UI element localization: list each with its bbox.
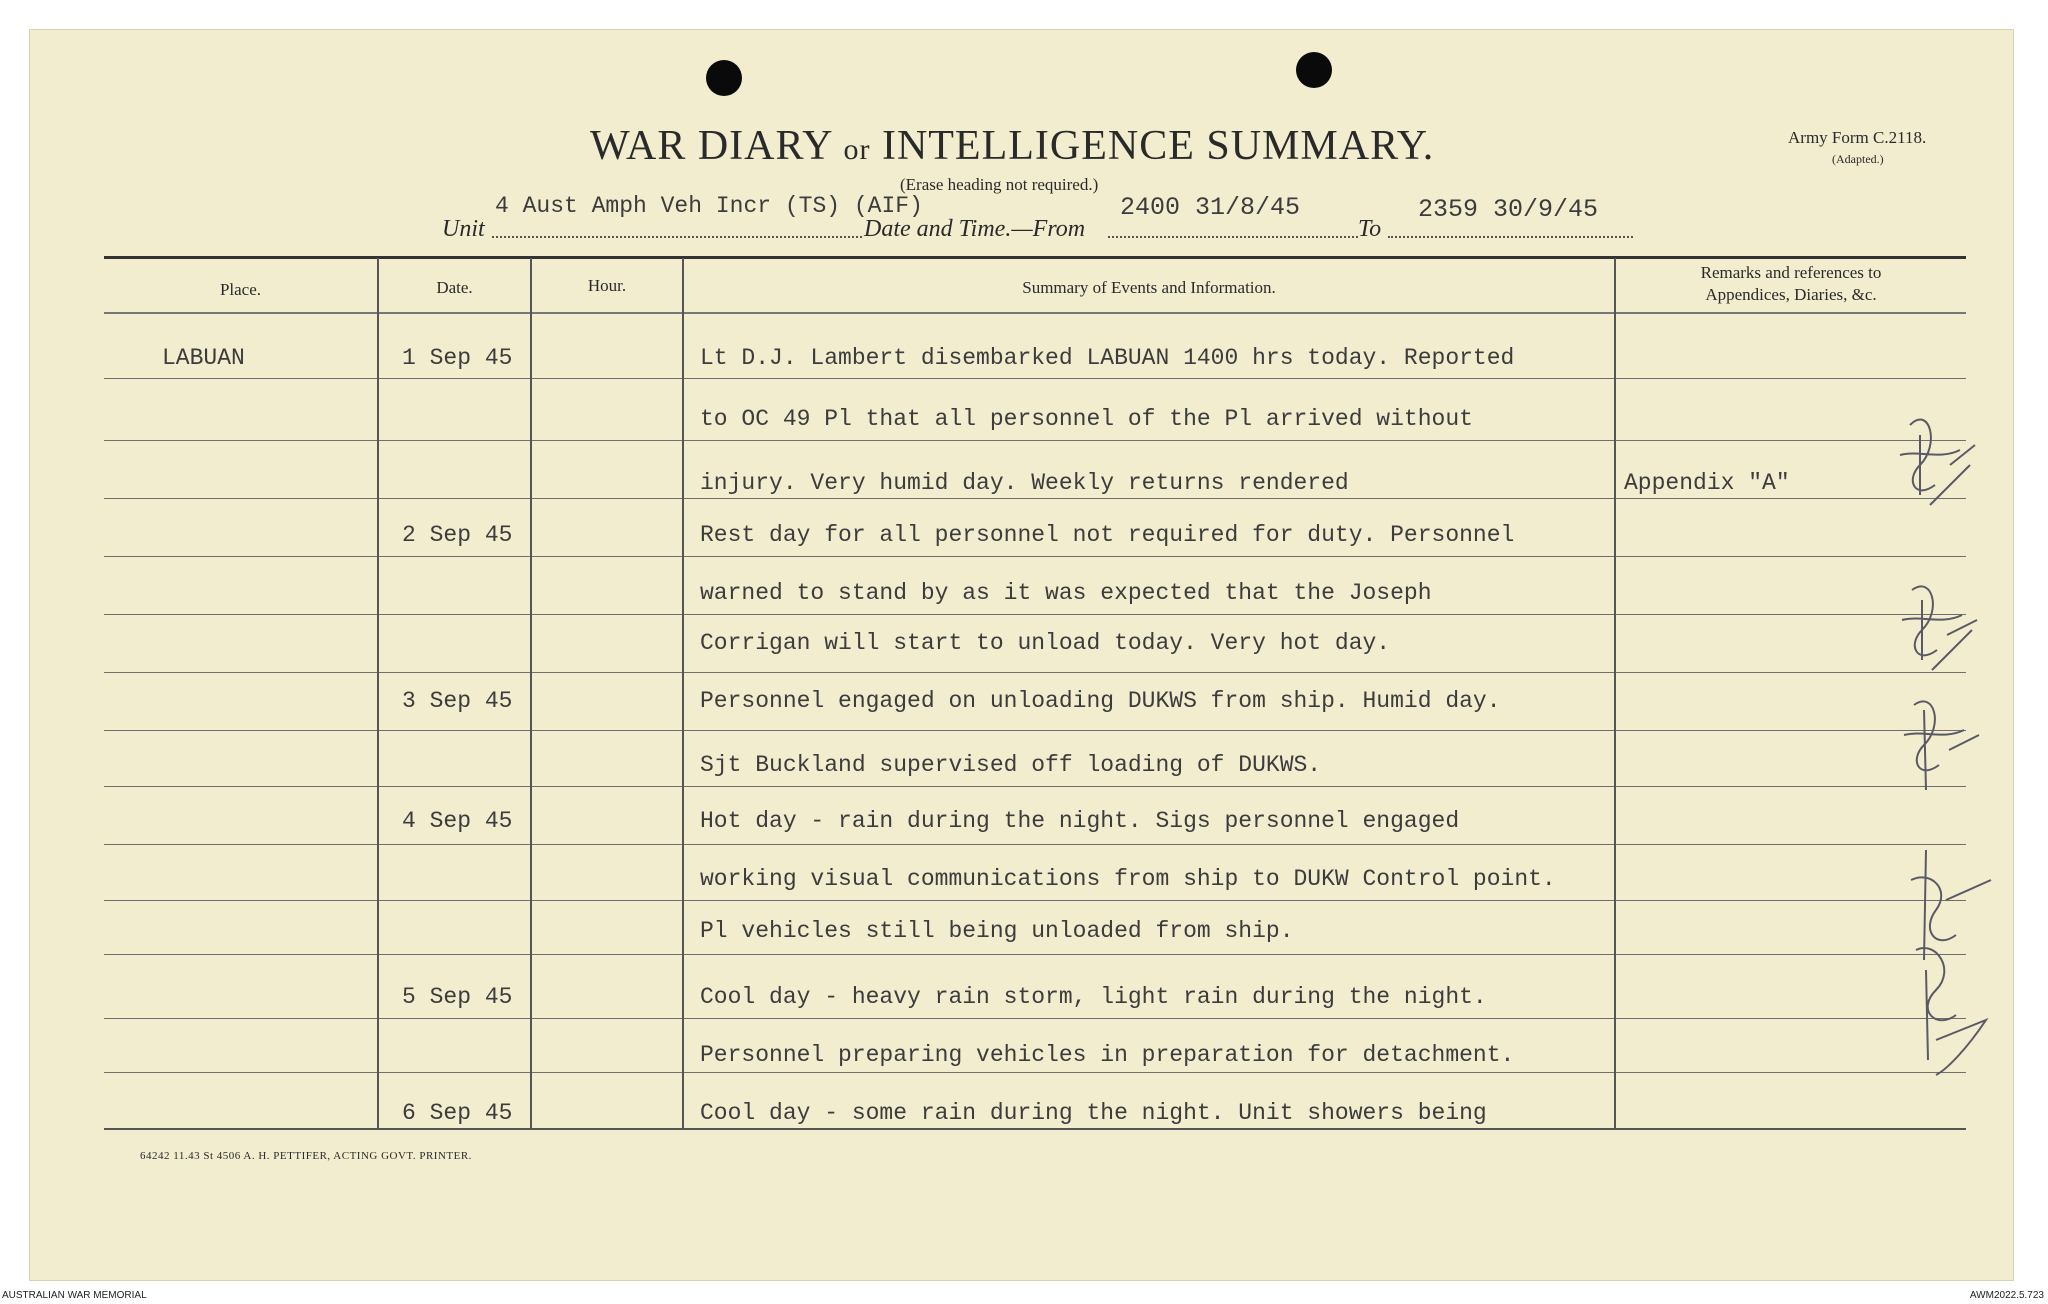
row-rule xyxy=(104,786,377,787)
row-rule xyxy=(104,498,377,499)
unit-label: Unit xyxy=(442,216,485,242)
page-title: WAR DIARY or INTELLIGENCE SUMMARY. xyxy=(590,123,1435,169)
row-rule xyxy=(104,378,377,379)
row-rule xyxy=(104,730,377,731)
entry-date: 2 Sep 45 xyxy=(402,522,513,548)
punch-hole-right xyxy=(1296,52,1332,88)
table-bottom-rule xyxy=(104,1128,1966,1130)
row-rule xyxy=(379,786,530,787)
row-rule xyxy=(1616,556,1966,557)
form-number: Army Form C.2118. xyxy=(1788,128,1927,147)
entry-place: LABUAN xyxy=(162,345,245,371)
subtitle: (Erase heading not required.) xyxy=(900,175,1099,194)
row-rule xyxy=(684,614,1614,615)
row-rule xyxy=(379,844,530,845)
row-rule xyxy=(532,1018,682,1019)
entry-date: 6 Sep 45 xyxy=(402,1100,513,1126)
row-rule xyxy=(379,1018,530,1019)
initials-mark-4 xyxy=(1896,840,2006,1080)
entry-summary: warned to stand by as it was expected that the Joseph xyxy=(700,580,1432,606)
row-rule xyxy=(532,378,682,379)
row-rule xyxy=(104,954,377,955)
column-header-date: Date. xyxy=(436,278,473,297)
row-rule xyxy=(684,440,1614,441)
entry-summary: Rest day for all personnel not required for duty. Personnel xyxy=(700,522,1515,548)
entry-summary: Cool day - some rain during the night. Unit showers being xyxy=(700,1100,1487,1126)
entry-summary: Personnel preparing vehicles in preparation for detachment. xyxy=(700,1042,1515,1068)
row-rule xyxy=(104,556,377,557)
row-rule xyxy=(104,672,377,673)
entry-summary: Cool day - heavy rain storm, light rain during the night. xyxy=(700,984,1487,1010)
row-rule xyxy=(379,498,530,499)
row-rule xyxy=(684,1072,1614,1073)
column-divider-4 xyxy=(1614,258,1616,1128)
form-adapted: (Adapted.) xyxy=(1832,152,1884,166)
row-rule xyxy=(532,1072,682,1073)
row-rule xyxy=(379,378,530,379)
entry-date: 5 Sep 45 xyxy=(402,984,513,1010)
row-rule xyxy=(104,614,377,615)
initials-mark-1 xyxy=(1890,405,1980,515)
initials-mark-3 xyxy=(1894,690,1984,800)
date-time-label: Date and Time.—From xyxy=(864,216,1086,242)
from-dotted-line xyxy=(1108,236,1358,238)
row-rule xyxy=(532,900,682,901)
row-rule xyxy=(532,954,682,955)
column-divider-1 xyxy=(377,258,379,1128)
row-rule xyxy=(684,672,1614,673)
punch-hole-left xyxy=(706,60,742,96)
row-rule xyxy=(104,900,377,901)
row-rule xyxy=(684,556,1614,557)
entry-summary: Hot day - rain during the night. Sigs personnel engaged xyxy=(700,808,1460,834)
row-rule xyxy=(684,378,1614,379)
unit-dotted-line xyxy=(492,236,862,238)
entry-summary: Corrigan will start to unload today. Very hot day. xyxy=(700,630,1391,656)
row-rule xyxy=(532,440,682,441)
row-rule xyxy=(104,1018,377,1019)
row-rule xyxy=(379,672,530,673)
row-rule xyxy=(379,730,530,731)
column-divider-2 xyxy=(530,258,532,1128)
table-top-rule xyxy=(104,256,1966,259)
row-rule xyxy=(379,954,530,955)
entry-summary: working visual communications from ship to DUKW Control point. xyxy=(700,866,1556,892)
to-value: 2359 30/9/45 xyxy=(1418,195,1599,224)
column-header-hour: Hour. xyxy=(587,276,627,295)
table-header-rule xyxy=(104,312,1966,314)
column-divider-3 xyxy=(682,258,684,1128)
entry-summary: Personnel engaged on unloading DUKWS from ship. Humid day. xyxy=(700,688,1501,714)
printer-imprint: 64242 11.43 St 4506 A. H. PETTIFER, ACTING GOVT. PRINTER. xyxy=(140,1150,472,1162)
row-rule xyxy=(379,440,530,441)
row-rule xyxy=(532,498,682,499)
column-header-summary: Summary of Events and Information. xyxy=(1022,278,1276,297)
row-rule xyxy=(684,844,1614,845)
initials-mark-2 xyxy=(1892,575,1982,675)
row-rule xyxy=(104,440,377,441)
row-rule xyxy=(532,786,682,787)
entry-remarks: Appendix "A" xyxy=(1624,470,1790,496)
row-rule xyxy=(379,614,530,615)
to-dotted-line xyxy=(1388,236,1633,238)
entry-summary: Sjt Buckland supervised off loading of DUKWS. xyxy=(700,752,1322,778)
row-rule xyxy=(684,1018,1614,1019)
row-rule xyxy=(684,730,1614,731)
unit-value: 4 Aust Amph Veh Incr (TS) (AIF) xyxy=(495,193,923,219)
row-rule xyxy=(379,1072,530,1073)
row-rule xyxy=(684,900,1614,901)
entry-summary: injury. Very humid day. Weekly returns rendered xyxy=(700,470,1349,496)
row-rule xyxy=(684,954,1614,955)
entry-summary: Lt D.J. Lambert disembarked LABUAN 1400 hrs today. Reported xyxy=(700,345,1515,371)
column-header-place: Place. xyxy=(219,280,262,299)
to-label: To xyxy=(1358,216,1382,242)
entry-summary: Pl vehicles still being unloaded from ship. xyxy=(700,918,1294,944)
row-rule xyxy=(532,844,682,845)
row-rule xyxy=(532,614,682,615)
row-rule xyxy=(379,556,530,557)
row-rule xyxy=(1616,378,1966,379)
row-rule xyxy=(684,786,1614,787)
column-header-remarks: Remarks and references to Appendices, Diaries, &c. xyxy=(1700,263,1882,304)
row-rule xyxy=(684,498,1614,499)
archive-label-left: AUSTRALIAN WAR MEMORIAL xyxy=(2,1290,147,1301)
entry-date: 4 Sep 45 xyxy=(402,808,513,834)
archive-label-right: AWM2022.5.723 xyxy=(1969,1290,2044,1301)
entry-date: 1 Sep 45 xyxy=(402,345,513,371)
row-rule xyxy=(104,844,377,845)
row-rule xyxy=(104,1072,377,1073)
row-rule xyxy=(379,900,530,901)
row-rule xyxy=(532,672,682,673)
row-rule xyxy=(532,730,682,731)
row-rule xyxy=(532,556,682,557)
entry-date: 3 Sep 45 xyxy=(402,688,513,714)
from-value: 2400 31/8/45 xyxy=(1120,193,1301,222)
entry-summary: to OC 49 Pl that all personnel of the Pl arrived without xyxy=(700,406,1473,432)
